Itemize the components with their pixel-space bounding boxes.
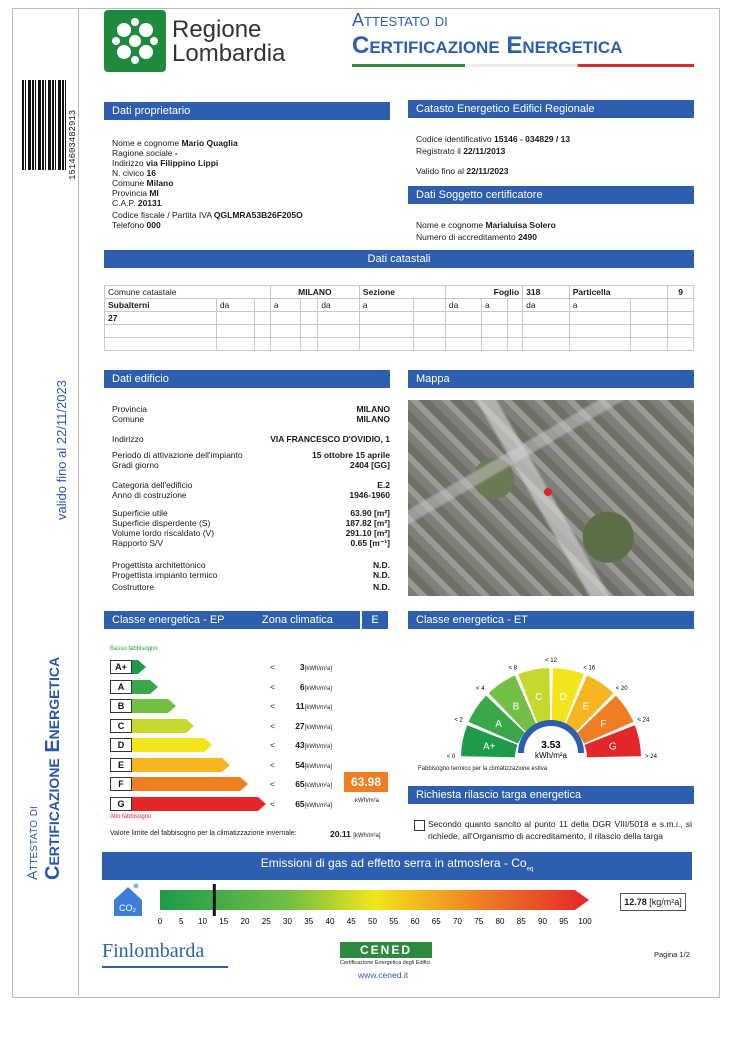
ep-class-limit: 6[kWh/m²a] — [299, 681, 332, 692]
particella-cell: 9 — [668, 286, 694, 299]
et-gauge — [408, 640, 694, 780]
ep-class-bar — [110, 719, 186, 733]
co2-tick-label: 10 — [198, 917, 207, 926]
a-cell: a — [482, 299, 508, 312]
et-tick-label: < 24 — [637, 717, 650, 724]
et-caption: Fabbisogno termico per la climatizzazione estiva — [418, 766, 548, 772]
owner-field: Codice fiscale / Partita IVA QGLMRA53B26F205O — [112, 210, 303, 220]
catasto-section-header: Catasto Energetico Edifici Regionale — [408, 100, 694, 118]
building-field-label: Superficie utile — [112, 508, 168, 518]
building-field-value: E.2 — [377, 480, 390, 490]
ep-class-bar — [110, 699, 168, 713]
ep-class-label: C — [110, 719, 132, 733]
current-ep-badge: 63.98 — [344, 772, 388, 792]
building-field-label: Rapporto S/V — [112, 538, 164, 548]
ep-class-bar — [110, 660, 138, 674]
ep-class-label: A+ — [110, 660, 132, 674]
building-field-value: 63.90 [m²] — [350, 508, 390, 518]
ep-class-limit: 54[kWh/m²a] — [295, 759, 332, 770]
co2-tick-label: 85 — [516, 917, 526, 926]
page-number: Pagina 1/2 — [654, 950, 690, 959]
ep-class-arrow: < — [270, 681, 275, 692]
ep-class-label: D — [110, 738, 132, 752]
ep-class-label: B — [110, 699, 132, 713]
location-map — [408, 400, 694, 596]
co2-tick-label: 50 — [368, 917, 377, 926]
ep-class-arrow: < — [270, 759, 275, 770]
owner-field: Indirizzo via Filippino Lippi — [112, 158, 219, 168]
map-marker-icon — [408, 400, 694, 596]
ep-class-limit: 65[kWh/m²a] — [295, 798, 332, 809]
co2-tick-label: 60 — [410, 917, 420, 926]
sezione-label-cell: Sezione — [359, 286, 445, 299]
cened-url[interactable]: www.cened.it — [358, 970, 409, 980]
co2-tick-label: 55 — [389, 917, 399, 926]
et-tick-label: < 20 — [615, 686, 628, 693]
et-tick-label: < 8 — [508, 665, 517, 672]
owner-field: C.A.P. 20131 — [112, 198, 162, 208]
low-demand-label: Basso fabbisogno — [110, 646, 158, 652]
zone-value: E — [362, 611, 388, 629]
co2-value: 12.78 [kg/m²a] — [620, 893, 686, 911]
building-field-label: Categoria dell'edificio — [112, 480, 193, 490]
co2-tick-label: 40 — [325, 917, 335, 926]
building-field-value: VIA FRANCESCO D'OVIDIO, 1 — [270, 434, 390, 444]
co2-section-header: Emissioni di gas ad effetto serra in atmosfera - $Co_{eq}$ — [102, 852, 692, 880]
building-field-value: 187.82 [m²] — [345, 518, 390, 528]
co2-tick-label: 65 — [431, 917, 441, 926]
ep-class-label: E — [110, 758, 132, 772]
catasto-valid: Valido fino al 22/11/2023 — [416, 166, 509, 176]
finlombarda-logo: Finlombarda — [102, 940, 205, 962]
svg-text:CO₂: CO₂ — [119, 903, 136, 913]
building-field-value: N.D. — [373, 570, 390, 580]
rosa-camuna-icon — [104, 10, 166, 72]
current-ep-unit: kWh/m²a — [355, 798, 379, 804]
catasto-code: Codice identificativo 15146 - 034829 / 13 — [416, 134, 571, 144]
ep-class-limit: 3[kWh/m²a] — [299, 662, 332, 672]
table-row — [105, 338, 694, 351]
table-row — [105, 325, 694, 338]
co2-tick-label: 30 — [283, 917, 292, 926]
finlombarda-underline — [102, 966, 228, 968]
foglio-cell: 318 — [523, 286, 570, 299]
et-segment-label: A — [495, 718, 502, 730]
barcode — [22, 80, 68, 170]
ep-class-arrow: < — [270, 740, 275, 750]
certifier-number: Numero di accreditamento 2490 — [416, 232, 537, 242]
da-cell: da — [318, 299, 360, 312]
a-cell: a — [569, 299, 631, 312]
cadastral-section-header: Dati catastali — [104, 250, 694, 268]
da-cell: da — [216, 299, 254, 312]
side-cert-text: Certificazione Energetica — [42, 656, 64, 880]
title-line1: Attestato di — [352, 10, 448, 30]
building-field-label: Gradi giorno — [112, 460, 159, 470]
et-segment-label: G — [608, 741, 617, 753]
region-name-line2: Lombardia — [172, 40, 286, 67]
et-tick-label: > 24 — [645, 754, 657, 760]
da-cell: da — [523, 299, 570, 312]
high-demand-label: Alto fabbisogno — [110, 814, 152, 820]
co2-gradient-bar — [160, 890, 589, 910]
side-att-text: Attestato di — [24, 806, 40, 880]
ep-class-bar — [110, 777, 240, 791]
et-segment-label: E — [582, 701, 590, 713]
building-field-value: N.D. — [373, 582, 390, 592]
building-field-label: Provincia — [112, 404, 147, 414]
limit-value: 20.11 [kWh/m²a] — [330, 829, 381, 839]
certifier-section-header: Dati Soggetto certificatore — [408, 186, 694, 204]
a-cell: a — [270, 299, 300, 312]
et-section-header: Classe energetica - ET — [408, 611, 694, 629]
ep-section-header: Classe energetica - EP — [104, 611, 254, 629]
comune-label-cell: Comune catastale — [105, 286, 271, 299]
plate-section-header: Richiesta rilascio targa energetica — [408, 786, 694, 804]
ep-class-bar — [110, 738, 204, 752]
ep-class-arrow: < — [270, 779, 275, 789]
co2-tick-label: 20 — [240, 917, 250, 926]
owner-field: Ragione sociale - — [112, 148, 178, 158]
side-valid-text: valido fino al 22/11/2023 — [54, 380, 69, 520]
sub-cell: 27 — [105, 312, 217, 325]
cened-subtitle: Certificazione Energetica degli Edifici — [340, 960, 431, 966]
co2-tick-label: 35 — [304, 917, 314, 926]
building-field-value: MILANO — [356, 414, 390, 424]
building-field-value: 2404 [GG] — [349, 460, 390, 470]
owner-section-header: Dati proprietario — [104, 102, 390, 120]
building-field-label: Comune — [112, 414, 145, 424]
ep-class-arrow: < — [270, 798, 275, 809]
building-field-label: Costruttore — [112, 582, 155, 592]
cadastral-table — [104, 285, 694, 351]
ep-class-arrow: < — [270, 662, 275, 672]
certifier-name: Nome e cognome Marialuisa Solero — [416, 220, 556, 230]
co2-tick-label: 90 — [538, 917, 547, 926]
co2-tick-label: 70 — [453, 917, 462, 926]
cened-logo: CENED — [340, 942, 432, 958]
house-co2-icon — [110, 882, 146, 918]
building-field-value: MILANO — [356, 404, 390, 414]
building-field-value: N.D. — [373, 560, 390, 570]
building-field-value: 0.65 [m⁻¹] — [350, 538, 390, 548]
building-field-label: Periodo di attivazione dell'impianto — [112, 450, 243, 460]
et-segment-label: F — [600, 718, 607, 730]
building-field-label: Progettista architettonico — [112, 560, 206, 570]
et-unit: kWh/m²a — [535, 751, 567, 760]
building-field-value: 15 ottobre 15 aprile — [312, 450, 390, 460]
building-field-label: Progettista impianto termico — [112, 570, 218, 580]
ep-class-label: A — [110, 680, 132, 694]
co2-scale — [150, 880, 610, 930]
co2-tick-label: 5 — [179, 917, 184, 926]
ep-class-limit: 65[kWh/m²a] — [295, 779, 332, 789]
building-field-label: Volume lordo riscaldato (V) — [112, 528, 215, 538]
et-segment-label: B — [512, 701, 520, 713]
et-tick-label: < 0 — [446, 754, 456, 760]
et-segment-label: A+ — [482, 741, 496, 753]
a-cell: a — [359, 299, 413, 312]
co2-tick-label: 25 — [261, 917, 271, 926]
catasto-registered: Registrato il 22/11/2013 — [416, 146, 506, 156]
ep-class-limit: 27[kWh/m²a] — [295, 720, 332, 731]
building-field-value: 291.10 [m³] — [345, 528, 390, 538]
et-segment-label: C — [535, 692, 543, 704]
ep-class-bar — [110, 680, 150, 694]
ep-class-bar — [110, 797, 258, 811]
regione-logo — [104, 10, 166, 72]
co2-tick-label: 45 — [346, 917, 356, 926]
et-tick-label: < 2 — [454, 717, 463, 724]
subalterni-label-cell: Subalterni — [105, 299, 217, 312]
co2-tick-label: 75 — [474, 917, 484, 926]
ep-class-limit: 11[kWh/m²a] — [295, 701, 332, 711]
map-section-header: Mappa — [408, 370, 694, 388]
et-segment-label: D — [559, 692, 567, 704]
et-tick-label: < 4 — [476, 686, 485, 693]
owner-field: Provincia MI — [112, 188, 159, 198]
owner-field: Comune Milano — [112, 178, 174, 188]
table-row — [105, 299, 694, 312]
particella-label-cell: Particella — [569, 286, 667, 299]
co2-tick-label: 100 — [578, 917, 592, 926]
et-tick-label: < 16 — [583, 665, 596, 672]
barcode-number: 1514603482913 — [68, 109, 78, 180]
title-underline — [352, 64, 694, 67]
building-field-label: Anno di costruzione — [112, 490, 187, 500]
foglio-label-cell: Foglio — [445, 286, 522, 299]
et-tick-label: < 12 — [545, 658, 557, 664]
ep-class-arrow: < — [270, 720, 275, 731]
da-cell: da — [445, 299, 481, 312]
comune-cell: MILANO — [270, 286, 359, 299]
owner-field: Nome e cognome Mario Quaglia — [112, 138, 238, 148]
title-line2: Certificazione Energetica — [352, 32, 623, 59]
limit-label: Valore limite del fabbisogno per la climatizzazione invernale: — [110, 830, 297, 837]
co2-tick-label: 95 — [559, 917, 569, 926]
plate-text: Secondo quanto sancito al punto 11 della DGR VIII/5018 e s.m.i., si richiede, all'Organismo di accreditamento, il rilascio della targa — [428, 819, 692, 841]
table-row — [105, 286, 694, 299]
ep-class-bar — [110, 758, 222, 772]
table-row — [105, 312, 694, 325]
co2-tick-label: 80 — [495, 917, 505, 926]
plate-checkbox[interactable] — [414, 820, 425, 831]
zone-label: Zona climatica — [254, 611, 360, 629]
et-value: 3.53 — [541, 740, 561, 751]
building-field-label: Indirizzo — [112, 434, 144, 444]
building-section-header: Dati edificio — [104, 370, 390, 388]
co2-tick-label: 15 — [219, 917, 229, 926]
building-field-label: Superficie disperdente (S) — [112, 518, 211, 528]
building-field-value: 1946-1960 — [349, 490, 390, 500]
ep-class-arrow: < — [270, 701, 275, 711]
ep-class-label: F — [110, 777, 132, 791]
co2-value-marker — [213, 884, 216, 916]
owner-field: Telefono 000 — [112, 220, 161, 230]
region-name-line1: Regione — [172, 16, 262, 43]
ep-class-label: G — [110, 797, 132, 811]
owner-field: N. civico 16 — [112, 168, 156, 178]
ep-class-limit: 43[kWh/m²a] — [295, 740, 332, 750]
co2-tick-label: 0 — [157, 917, 163, 926]
